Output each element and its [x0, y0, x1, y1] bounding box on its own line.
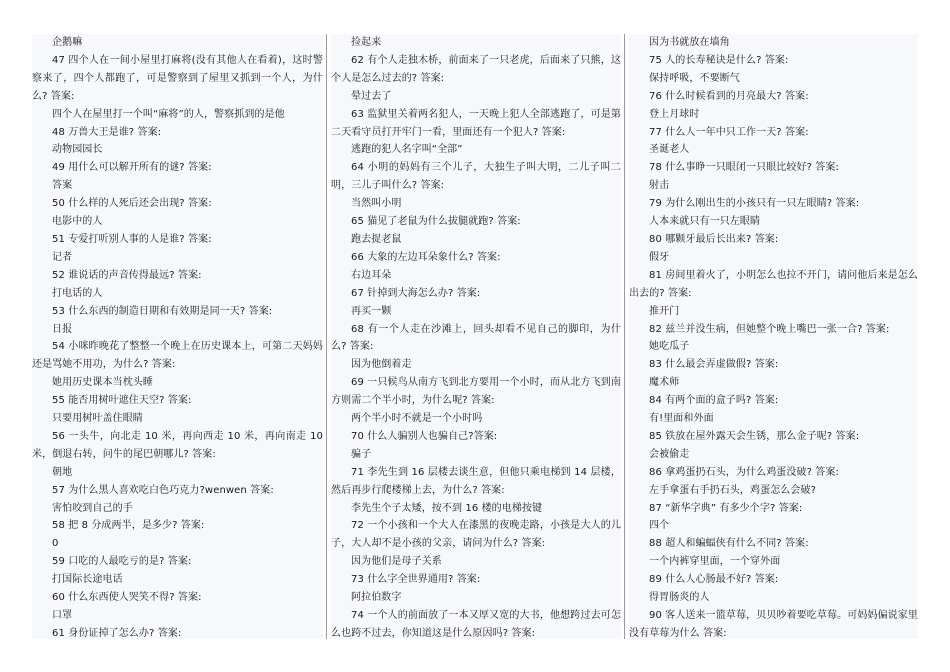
text-line: 72 一个小孩和一个大人在漆黑的夜晚走路，小孩是大人的儿子，大人却不是小孩的父亲，请问为什么? 答案:: [331, 520, 621, 550]
text-line: 83 什么最会弄虚做假? 答案:: [649, 359, 779, 371]
text-line: 88 超人和蝙蝠侠有什么不同? 答案:: [649, 538, 809, 550]
text-line: 魔术师: [649, 377, 680, 389]
text-line: 答案: [52, 180, 73, 192]
text-line: 打电话的人: [52, 287, 103, 299]
text-line: 有!里面和外面: [649, 413, 714, 425]
text-line: 得胃肠炎的人: [649, 592, 710, 604]
text-line: 65 猫见了老鼠为什么拔腿就跑? 答案:: [351, 216, 521, 228]
text-line: 阿拉伯数字: [351, 592, 402, 604]
text-line: 因为书就放在墙角: [649, 37, 730, 48]
text-line: 只要用树叶盖住眼睛: [52, 413, 143, 425]
text-line: 66 大象的左边耳朵象什么? 答案:: [351, 251, 501, 263]
text-line: 77 什么人一年中只工作一天? 答案:: [649, 126, 809, 138]
text-line: 56 一头牛，向北走 10 米，再向西走 10 米，再向南走 10 米，倒退右转，问牛的尾巴朝哪儿? 答案:: [32, 430, 323, 460]
text-line: 会被偷走: [649, 448, 690, 460]
text-line: 一个内裤穿里面，一个穿外面: [649, 556, 781, 568]
text-line: 保持呼吸，不要断气: [649, 72, 740, 84]
text-line: 李先生个子太矮，按不到 16 楼的电梯按键: [351, 502, 543, 514]
text-line: 59 口吃的人最吃亏的是? 答案:: [52, 556, 192, 568]
text-line: 打国际长途电话: [52, 574, 123, 586]
text-line: 当然叫小明: [351, 198, 402, 210]
text-line: 害怕咬到自己的手: [52, 502, 133, 514]
text-line: 67 针掉到大海怎么办? 答案:: [351, 287, 481, 299]
text-line: 右边耳朵: [351, 269, 392, 281]
text-line: 70 什么人骗别人也骗自己?答案:: [351, 430, 498, 442]
column-divider: [624, 34, 625, 639]
text-line: 四个人在屋里打一个叫“麻将”的人，警察抓到的是他: [52, 108, 285, 120]
text-line: 74 一个人的前面放了一本又厚又宽的大书，他想跨过去可怎么也跨不过去，你知道这是什么原因吗? 答案:: [331, 610, 621, 639]
text-line: 骗子: [351, 448, 372, 460]
text-line: 57 为什么黑人喜欢吃白色巧克力?wenwen 答案:: [52, 484, 274, 496]
text-line: 0: [52, 538, 59, 550]
text-line: 79 为什么刚出生的小孩只有一只左眼睛? 答案:: [649, 198, 860, 210]
text-line: 69 一只候鸟从南方飞到北方要用一个小时，而从北方飞到南方则需二个半小时，为什么呢? 答案:: [331, 377, 621, 407]
text-line: 因为他倒着走: [351, 359, 412, 371]
text-line: 68 有一个人走在沙滩上，回头却看不见自己的脚印，为什么? 答案:: [331, 323, 621, 353]
text-line: 58 把 8 分成两半，是多少? 答案:: [52, 520, 205, 532]
text-line: 左手拿蛋右手扔石头，鸡蛋怎么会破?: [649, 484, 817, 496]
text-line: 62 有个人走独木桥，前面来了一只老虎，后面来了只熊，这个人是怎么过去的? 答案:: [331, 54, 621, 84]
text-line: 电影中的人: [52, 216, 103, 228]
text-line: 企鹅嘛: [52, 37, 83, 48]
text-line: 73 什么字全世界通用? 答案:: [351, 574, 481, 586]
text-line: 再买一颗: [351, 305, 392, 317]
text-line: 捡起来: [351, 37, 382, 48]
text-line: 晕过去了: [351, 90, 392, 102]
text-line: 90 客人送来一篮草莓，贝贝吵着要吃草莓。可妈妈偏说家里没有草莓为什么 答案:: [629, 610, 918, 639]
text-line: 53 什么东西的制造日期和有效期是同一天? 答案:: [52, 305, 273, 317]
text-line: 49 用什么可以解开所有的谜? 答案:: [52, 162, 212, 174]
text-line: 61 身份证掉了怎么办? 答案:: [52, 627, 182, 639]
text-line: 63 监狱里关着两名犯人，一天晚上犯人全部逃跑了，可是第二天看守员打开牢门一看，里面还有一个犯人? 答案:: [331, 108, 621, 138]
text-line: 50 什么样的人死后还会出现? 答案:: [52, 198, 212, 210]
text-line: 推开门: [649, 305, 680, 317]
text-line: 两个半小时不就是一个小时吗: [351, 413, 483, 425]
text-line: 86 拿鸡蛋扔石头，为什么鸡蛋没破? 答案:: [649, 466, 839, 478]
text-line: 她吃瓜子: [649, 341, 690, 353]
text-line: 四个: [649, 520, 670, 532]
text-line: 登上月球时: [649, 108, 700, 120]
column-divider: [326, 34, 327, 639]
text-line: 82 兹兰并没生病，但她整个晚上嘴巴一张一合? 答案:: [649, 323, 890, 335]
text-line: 朝地: [52, 466, 73, 478]
text-column-3: [629, 34, 918, 639]
text-line: 动物园园长: [52, 144, 103, 156]
text-line: 口罩: [52, 610, 73, 621]
text-line: 80 哪颗牙最后长出来? 答案:: [649, 233, 779, 245]
text-line: 记者: [52, 251, 73, 263]
text-line: 78 什么事睁一只眼闭一只眼比较好? 答案:: [649, 162, 839, 174]
text-line: 她用历史课本当枕头睡: [52, 377, 153, 389]
text-line: 60 什么东西使人哭笑不得? 答案:: [52, 592, 202, 604]
text-line: 76 什么时候看到的月亮最大? 答案:: [649, 90, 809, 102]
text-line: 因为他们是母子关系: [351, 556, 442, 568]
text-line: 假牙: [649, 251, 670, 263]
text-line: 人本来就只有一只左眼睛: [649, 216, 761, 228]
text-line: 87 “新华字典” 有多少个字? 答案:: [649, 502, 803, 514]
text-column-1: [32, 34, 323, 639]
text-column-2: [331, 34, 621, 639]
text-line: 51 专爱打听别人事的人是谁? 答案:: [52, 233, 212, 245]
text-line: 64 小明的妈妈有三个儿子，大独生子叫大明，二儿子叫二明，三儿子叫什么? 答案:: [331, 162, 621, 192]
text-line: 射击: [649, 180, 670, 192]
text-line: 55 能否用树叶遮住天空? 答案:: [52, 395, 192, 407]
text-line: 逃跑的犯人名字叫“全部”: [351, 144, 463, 156]
text-line: 跑去捉老鼠: [351, 233, 402, 245]
text-line: 81 房间里着火了，小明怎么也拉不开门，请问他后来是怎么出去的? 答案:: [629, 269, 918, 299]
text-line: 84 有两个面的盒子吗? 答案:: [649, 395, 779, 407]
text-line: 71 李先生到 16 层楼去谈生意，但他只乘电梯到 14 层楼，然后再步行爬楼梯上去，为什么? 答案:: [331, 466, 621, 496]
text-line: 85 铁放在屋外露天会生锈，那么金子呢? 答案:: [649, 430, 860, 442]
text-line: 75 人的长寿秘诀是什么? 答案:: [649, 54, 789, 66]
text-line: 89 什么人心肠最不好? 答案:: [649, 574, 779, 586]
text-line: 日报: [52, 323, 73, 335]
text-line: 54 小咪昨晚花了整整一个晚上在历史课本上，可第二天妈妈还是骂她不用功，为什么? 答案:: [32, 341, 323, 371]
text-line: 圣诞老人: [649, 144, 690, 156]
text-line: 52 谁说话的声音传得最远? 答案:: [52, 269, 202, 281]
text-line: 48 万兽大王是谁? 答案:: [52, 126, 162, 138]
text-line: 47 四个人在一间小屋里打麻将(没有其他人在看着)，这时警察来了，四个人都跑了，可是警察到了屋里又抓到一个人，为什么? 答案:: [32, 54, 323, 102]
